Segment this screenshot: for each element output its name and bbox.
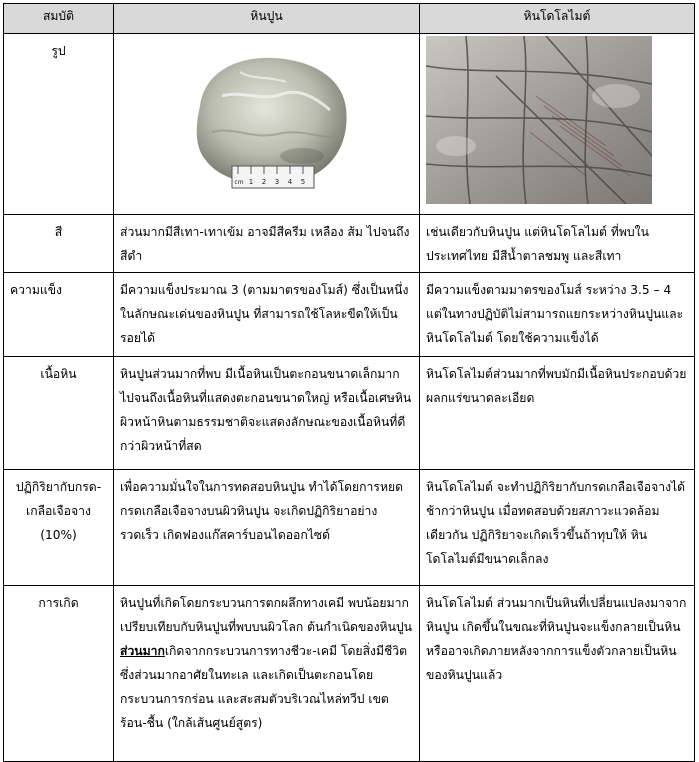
ruler-label-1: 1	[248, 178, 253, 186]
label-texture: เนื้อหิน	[4, 357, 114, 470]
label-color: สี	[4, 215, 114, 273]
limestone-rock-image	[182, 36, 352, 206]
dolomite-occurrence: หินโดโลไมต์ ส่วนมากเป็นหินที่เปลี่ยนแปลงมาจากหินปูน เกิดขึ้นในขณะที่หินปูนจะแข็งกลายเป็นหิน หรืออาจเกิดภายหลังจากการแข็งตัวกลายเป็นหินของหินปูนแล้ว	[420, 586, 695, 762]
header-dolomite: หินโดโลไมต์	[420, 4, 695, 34]
limestone-image-cell	[114, 34, 420, 215]
limestone-occurrence	[114, 586, 420, 762]
limestone-hardness: มีความแข็งประมาณ 3 (ตามมาตรของโมส์) ซึ่งเป็นหนึ่งในลักษณะเด่นของหินปูน ที่สามารถใช้โลหะขีดให้เป็นรอยได้	[114, 273, 420, 357]
label-image: รูป	[4, 34, 114, 215]
row-reaction	[4, 470, 695, 586]
header-limestone: หินปูน	[114, 4, 420, 34]
dolomite-hardness: มีความแข็งตามมาตรของโมส์ ระหว่าง 3.5 – 4 แต่ในทางปฏิบัติไม่สามารถแยกระหว่างหินปูนและหินโดโลไมต์ โดยใช้ความแข็งได้	[420, 273, 695, 357]
dolomite-texture: หินโดโลไมต์ส่วนมากที่พบมักมีเนื้อหินประกอบด้วยผลกแร่ขนาดละเอียด	[420, 357, 695, 470]
header-row	[4, 4, 695, 34]
ruler-label-4: 4	[287, 178, 292, 186]
label-reaction: ปฏิกิริยากับกรด-เกลือเจือจาง (10%)	[4, 470, 114, 586]
row-image	[4, 34, 695, 215]
occurrence-text-2: เกิดจากกระบวนการทางชีวะ-เคมี โดยสิ่งมีชีวิตซึ่งส่วนมากอาศัยในทะเล และเกิดเป็นตะกอนโดยกระบวนการกร่อน และสะสมตัวบริเวณไหล่ทวีป เขตร้อน-ชื้น (ใกล้เส้นศูนย์สูตร)	[120, 644, 408, 730]
occurrence-text-1: หินปูนที่เกิดโดยกระบวนการตกผลึกทางเคมี พบน้อยมาก เปรียบเทียบกับหินปูนที่พบบนผิวโลก ต้นกำเนิดของหินปูน	[120, 596, 412, 634]
dolomite-color: เช่นเดียวกับหินปูน แต่หินโดโลไมต์ ที่พบในประเทศไทย มีสีน้ำตาลชมพู และสีเทา	[420, 215, 695, 273]
header-property: สมบัติ	[4, 4, 114, 34]
dolomite-reaction: หินโดโลไมต์ จะทำปฏิกิริยากับกรดเกลือเจือจางได้ช้ากว่าหินปูน เมื่อทดสอบด้วยสภาวะแวดล้อมเดียวกัน ปฏิกิริยาจะเกิดเร็วขึ้นถ้าทุบให้ หินโดโลไมต์มีขนาดเล็กลง	[420, 470, 695, 586]
occurrence-emphasis: ส่วนมาก	[120, 644, 165, 658]
limestone-color: ส่วนมากมีสีเทา-เทาเข้ม อาจมีสีครีม เหลือง ส้ม ไปจนถึงสีดำ	[114, 215, 420, 273]
limestone-texture: หินปูนส่วนมากที่พบ มีเนื้อหินเป็นตะกอนขนาดเล็กมาก ไปจนถึงเนื้อหินที่แสดงตะกอนขนาดใหญ่ หรือเนื้อเศษหิน ผิวหน้าหินตามธรรมชาติจะแสดงลักษณะของเนื้อหินที่ดีกว่าผิวหน้าที่สด	[114, 357, 420, 470]
row-texture	[4, 357, 695, 470]
dolomite-rock-image	[426, 36, 652, 204]
ruler-label-3: 3	[274, 178, 279, 186]
label-hardness: ความแข็ง	[4, 273, 114, 357]
ruler-label-0: cm	[233, 179, 244, 186]
ruler-label-5: 5	[300, 178, 305, 186]
row-color	[4, 215, 695, 273]
limestone-reaction: เพื่อความมั่นใจในการทดสอบหินปูน ทำได้โดยการหยดกรดเกลือเจือจางบนผิวหินปูน จะเกิดปฏิกิริยาอย่างรวดเร็ว เกิดฟองแก๊สคาร์บอนไดออกไซด์	[114, 470, 420, 586]
ruler-label-2: 2	[261, 178, 266, 186]
rock-comparison-table	[3, 3, 695, 762]
dolomite-image-cell	[420, 34, 695, 215]
label-occurrence: การเกิด	[4, 586, 114, 762]
row-occurrence	[4, 586, 695, 762]
row-hardness	[4, 273, 695, 357]
